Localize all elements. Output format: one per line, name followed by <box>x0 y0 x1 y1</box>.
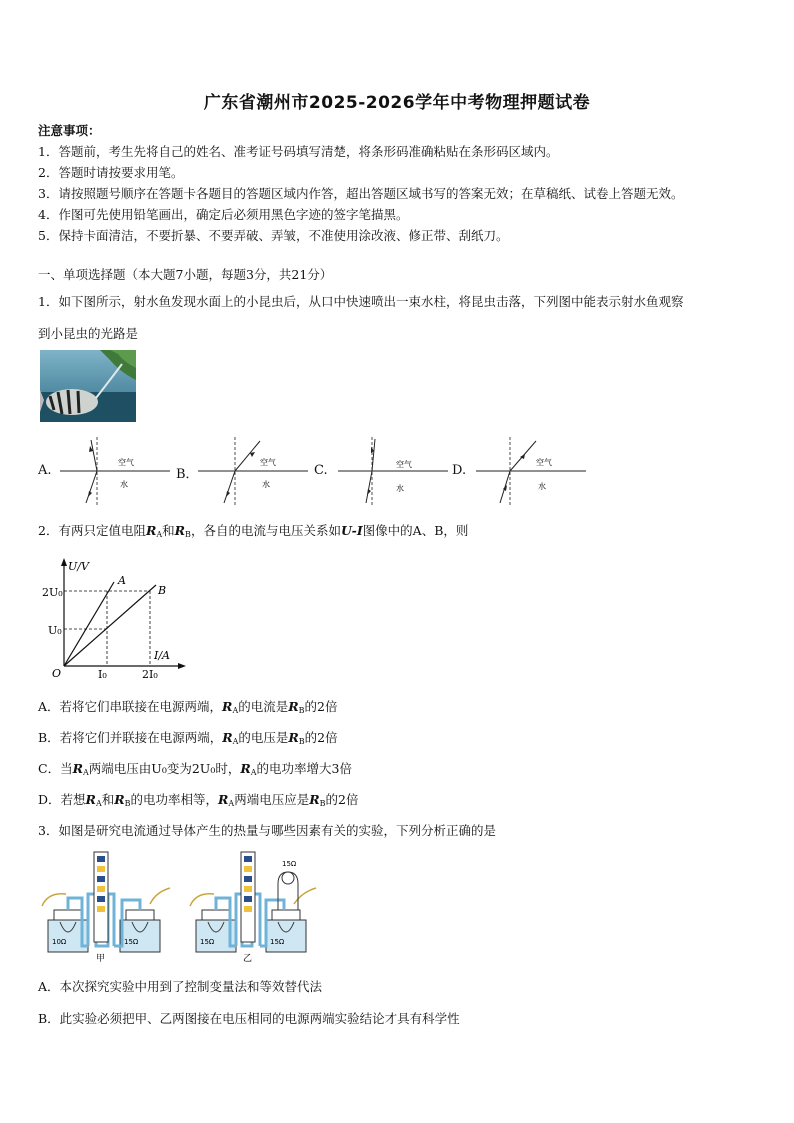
x-tick-2i0: 2I₀ <box>142 668 158 681</box>
ra-symbol: R <box>145 523 157 538</box>
water-label: 水 <box>538 482 546 491</box>
x-tick-i0: I₀ <box>98 668 107 681</box>
option-text: 若将它们并联接在电源两端， <box>59 730 223 745</box>
q2-option-c[interactable] <box>38 759 352 777</box>
section-heading: 一、单项选择题（本大题7小题，每题3分，共21分） <box>38 267 333 282</box>
resistor-symbol: R <box>288 699 299 714</box>
option-label: C． <box>38 761 61 776</box>
rb-symbol: R <box>174 523 186 538</box>
option-text: 的电流是 <box>238 699 289 714</box>
air-label: 空气 <box>396 460 412 469</box>
line-a-label: A <box>118 574 126 587</box>
q2-text-mid: ，各自的电流与电压关系如 <box>190 523 341 538</box>
resistor-subscript: A <box>250 768 257 777</box>
air-label: 空气 <box>118 458 134 467</box>
option-label: A． <box>38 699 60 714</box>
resistor-subscript: A <box>228 799 235 808</box>
line-b <box>64 585 156 666</box>
resistor-subscript: B <box>124 799 131 808</box>
figure-left-label: 甲 <box>96 954 106 964</box>
figure-right-label: 乙 <box>243 954 253 964</box>
resistor-symbol: R <box>218 792 229 807</box>
resistor-subscript: B <box>319 799 326 808</box>
ra-subscript: A <box>156 530 163 539</box>
q1-option-c-diagram[interactable] <box>338 437 448 505</box>
resistor-symbol: R <box>72 761 83 776</box>
notice-item: 3．请按照题号顺序在答题卡各题目的答题区域内作答，超出答题区域书写的答案无效；在草稿纸、试卷上答题无效。 <box>38 186 684 201</box>
resistor-subscript: B <box>298 737 305 746</box>
right-resistor-2-label: 15Ω <box>270 938 285 946</box>
resistor-symbol: R <box>85 792 96 807</box>
option-text: 和 <box>101 792 115 807</box>
resistor-subscript: A <box>232 737 239 746</box>
option-label: D． <box>38 792 61 807</box>
option-text: U₀ <box>151 761 167 776</box>
archerfish-photo <box>40 350 136 422</box>
joule-heat-apparatus <box>38 848 328 964</box>
q2-text <box>38 521 468 539</box>
rb-subscript: B <box>185 530 191 539</box>
q1-option-a-diagram[interactable] <box>60 437 170 505</box>
q3-option-a[interactable]: A．本次探究实验中用到了控制变量法和等效替代法 <box>38 979 323 994</box>
y-tick-u0: U₀ <box>48 624 62 637</box>
q3-text: 3．如图是研究电流通过导体产生的热量与哪些因素有关的实验，下列分析正确的是 <box>38 823 496 838</box>
option-text: 的2倍 <box>325 792 359 807</box>
option-text: 的电功率增大3倍 <box>256 761 352 776</box>
resistor-subscript: A <box>95 799 102 808</box>
option-text: 若将它们串联接在电源两端， <box>59 699 223 714</box>
q1-option-a-label[interactable]: A. <box>38 463 52 478</box>
resistor-symbol: R <box>288 730 299 745</box>
q3-option-b[interactable]: B．此实验必须把甲、乙两图接在电压相同的电源两端实验结论才具有科学性 <box>38 1011 460 1026</box>
q1-text-line2: 到小昆虫的光路是 <box>38 326 139 341</box>
ui-symbol: U-I <box>340 523 363 538</box>
option-text: 两端电压由 <box>88 761 152 776</box>
q2-option-d[interactable] <box>38 790 358 808</box>
y-tick-2u0: 2U₀ <box>42 586 63 599</box>
air-label: 空气 <box>260 458 276 467</box>
option-label: B． <box>38 730 60 745</box>
option-text: 两端电压应是 <box>234 792 310 807</box>
x-axis-label: I/A <box>154 649 170 662</box>
resistor-symbol: R <box>222 730 233 745</box>
right-resistor-1-label: 15Ω <box>200 938 215 946</box>
ui-graph <box>38 556 188 684</box>
resistor-subscript: B <box>298 706 305 715</box>
q2-option-b[interactable] <box>38 728 338 746</box>
q1-option-d-diagram[interactable] <box>476 437 586 505</box>
q2-and: 和 <box>162 523 175 538</box>
q2-option-a[interactable] <box>38 697 337 715</box>
line-b-label: B <box>158 584 167 597</box>
resistor-subscript: A <box>232 706 239 715</box>
water-label: 水 <box>396 484 404 493</box>
option-text: 的2倍 <box>304 699 338 714</box>
q1-text-line1: 1．如下图所示，射水鱼发现水面上的小昆虫后，从口中快速喷出一束水柱，将昆虫击落，下列图中能表示射水鱼观察 <box>38 294 684 309</box>
y-axis-label: U/V <box>68 560 89 573</box>
option-text: 若想 <box>60 792 86 807</box>
q2-text-pre: 2．有两只定值电阻 <box>38 523 146 538</box>
notice-item: 5．保持卡面清洁，不要折暴、不要弄破、弄皱，不准使用涂改液、修正带、刮纸刀。 <box>38 228 509 243</box>
resistor-symbol: R <box>240 761 251 776</box>
right-resistor-3-label: 15Ω <box>282 860 297 868</box>
notice-item: 1．答题前，考生先将自己的姓名、准考证号码填写清楚，将条形码准确粘贴在条形码区域内。 <box>38 144 559 159</box>
option-text: 的电功率相等， <box>130 792 219 807</box>
resistor-subscript: A <box>82 768 89 777</box>
left-resistor-2-label: 15Ω <box>124 938 139 946</box>
notice-item: 2．答题时请按要求用笔。 <box>38 165 184 180</box>
option-text: 的2倍 <box>304 730 338 745</box>
line-a <box>64 582 114 666</box>
resistor-symbol: R <box>114 792 125 807</box>
q1-option-d-label[interactable]: D. <box>452 463 467 478</box>
option-text: 当 <box>60 761 73 776</box>
notice-heading: 注意事项： <box>38 123 101 138</box>
option-text: 变为2U₀时， <box>166 761 241 776</box>
notice-item: 4．作图可先使用铅笔画出，确定后必须用黑色字迹的签字笔描黑。 <box>38 207 409 222</box>
air-label: 空气 <box>536 458 552 467</box>
resistor-symbol: R <box>309 792 320 807</box>
q1-option-c-label[interactable]: C. <box>314 463 328 478</box>
page-title: 广东省潮州市2025-2026学年中考物理押题试卷 <box>203 93 591 113</box>
q2-text-post: 图像中的A、B，则 <box>362 523 469 538</box>
option-text: 的电压是 <box>238 730 289 745</box>
q1-option-b-diagram[interactable] <box>198 437 308 505</box>
left-resistor-1-label: 10Ω <box>52 938 67 946</box>
water-label: 水 <box>262 480 270 489</box>
origin-label: O <box>52 667 62 680</box>
q1-option-b-label[interactable]: B． <box>176 467 199 482</box>
resistor-symbol: R <box>222 699 233 714</box>
water-label: 水 <box>120 480 128 489</box>
